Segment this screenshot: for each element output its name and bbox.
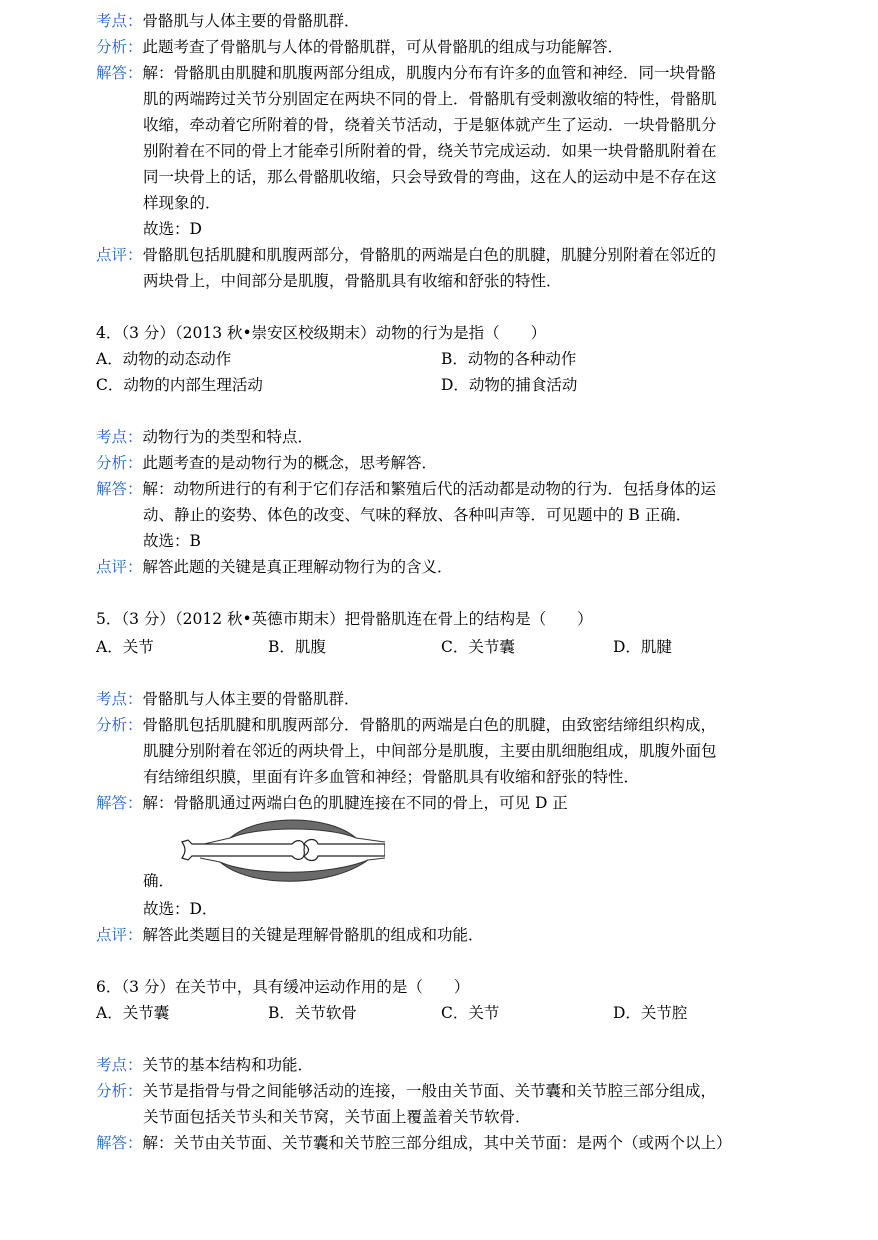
- left-bone: [182, 840, 304, 860]
- q6-option-d: D．关节腔: [613, 1004, 688, 1022]
- q5-answer: 故选：D．: [143, 900, 218, 918]
- q4-option-d: D．动物的捕食活动: [441, 376, 578, 394]
- q3-jieda: 解答：解：骨骼肌由肌腱和肌腹两部分组成，肌腹内分布有许多的血管和神经．同一块骨骼: [96, 64, 717, 82]
- jieda-label: 解答：: [96, 794, 143, 812]
- q3-jieda-line: 收缩，牵动着它所附着的骨，绕着关节活动，于是躯体就产生了运动．一块骨骼肌分: [143, 116, 717, 134]
- q6-fenxi: 分析：关节是指骨与骨之间能够活动的连接，一般由关节面、关节囊和关节腔三部分组成，: [96, 1082, 717, 1100]
- q5-option-d: D．肌腱: [613, 638, 672, 656]
- muscle-upper: [230, 820, 356, 838]
- tendon: [200, 858, 220, 862]
- q3-fenxi: 分析：此题考查了骨骼肌与人体的骨骼肌群，可从骨骼肌的组成与功能解答．: [96, 38, 624, 56]
- q4-stem: 4．（3 分）（2013 秋•崇安区校级期末）动物的行为是指（ ）: [96, 324, 547, 342]
- q4-answer: 故选：B: [143, 532, 201, 550]
- fenxi-label: 分析：: [96, 1082, 143, 1100]
- fenxi-label: 分析：: [96, 716, 143, 734]
- tendon: [204, 838, 230, 844]
- right-bone: [304, 840, 385, 861]
- q6-option-b: B．关节软骨: [268, 1004, 357, 1022]
- q3-dianping: 点评：骨骼肌包括肌腱和肌腹两部分，骨骼肌的两端是白色的肌腱，肌腱分别附着在邻近的: [96, 246, 717, 264]
- jieda-label: 解答：: [96, 64, 143, 82]
- tendon: [356, 838, 385, 842]
- q5-fenxi: 分析：骨骼肌包括肌腱和肌腹两部分．骨骼肌的两端是白色的肌腱，由致密结缔组织构成，: [96, 716, 717, 734]
- q4-dianping: 点评：解答此题的关键是真正理解动物行为的含义．: [96, 558, 453, 576]
- q6-kaodian: 考点：关节的基本结构和功能．: [96, 1056, 314, 1074]
- fenxi-label: 分析：: [96, 38, 143, 56]
- q3-jieda-line: 同一块骨上的话，那么骨骼肌收缩，只会导致骨的弯曲，这在人的运动中是不存在这: [143, 168, 717, 186]
- q3-jieda-line: 别附着在不同的骨上才能牵引所附着的骨，绕关节完成运动．如果一块骨骼肌附着在: [143, 142, 717, 160]
- kaodian-label: 考点：: [96, 1056, 143, 1074]
- q4-option-b: B．动物的各种动作: [441, 350, 577, 368]
- q4-kaodian: 考点：动物行为的类型和特点．: [96, 428, 314, 446]
- q5-option-b: B．肌腹: [268, 638, 326, 656]
- q5-option-a: A．关节: [96, 638, 154, 656]
- q6-option-a: A．关节囊: [96, 1004, 170, 1022]
- q4-jieda-line: 动、静止的姿势、体色的改变、气味的释放、各种叫声等．可见题中的 B 正确．: [143, 506, 692, 524]
- q4-fenxi: 分析：此题考查的是动物行为的概念，思考解答．: [96, 454, 438, 472]
- q3-kaodian: 考点：骨骼肌与人体主要的骨骼肌群．: [96, 12, 360, 30]
- dianping-label: 点评：: [96, 558, 143, 576]
- tendon: [368, 858, 385, 860]
- q5-jieda: 解答：解：骨骼肌通过两端白色的肌腱连接在不同的骨上，可见 D 正: [96, 794, 568, 812]
- q6-stem: 6．（3 分）在关节中，具有缓冲运动作用的是（ ）: [96, 978, 470, 996]
- jieda-label: 解答：: [96, 1134, 143, 1152]
- fenxi-label: 分析：: [96, 454, 143, 472]
- q6-option-c: C．关节: [441, 1004, 500, 1022]
- q4-jieda: 解答：解：动物所进行的有利于它们存活和繁殖后代的活动都是动物的行为．包括身体的运: [96, 480, 717, 498]
- kaodian-label: 考点：: [96, 12, 143, 30]
- q4-option-a: A．动物的动态动作: [96, 350, 232, 368]
- q5-jieda-line: 确．: [143, 872, 175, 890]
- q4-option-c: C．动物的内部生理活动: [96, 376, 263, 394]
- kaodian-label: 考点：: [96, 690, 143, 708]
- jieda-label: 解答：: [96, 480, 143, 498]
- q5-fenxi-line: 肌腱分别附着在邻近的两块骨上，中间部分是肌腹，主要由肌细胞组成，肌腹外面包: [143, 742, 717, 760]
- dianping-label: 点评：: [96, 926, 143, 944]
- q5-dianping: 点评：解答此类题目的关键是理解骨骼肌的组成和功能．: [96, 926, 484, 944]
- kaodian-label: 考点：: [96, 428, 143, 446]
- q3-dianping-line: 两块骨上，中间部分是肌腹，骨骼肌具有收缩和舒张的特性．: [143, 272, 562, 290]
- q5-stem: 5．（3 分）（2012 秋•英德市期末）把骨骼肌连在骨上的结构是（ ）: [96, 610, 593, 628]
- q5-kaodian: 考点：骨骼肌与人体主要的骨骼肌群．: [96, 690, 360, 708]
- q6-jieda: 解答：解：关节由关节面、关节囊和关节腔三部分组成，其中关节面：是两个（或两个以上）: [96, 1134, 732, 1152]
- dianping-label: 点评：: [96, 246, 143, 264]
- q3-jieda-line: 样现象的．: [143, 194, 221, 212]
- q6-fenxi-line: 关节面包括关节头和关节窝，关节面上覆盖着关节软骨．: [143, 1108, 531, 1126]
- q5-fenxi-line: 有结缔组织膜，里面有许多血管和神经；骨骼肌具有收缩和舒张的特性．: [143, 768, 640, 786]
- q5-option-c: C．关节囊: [441, 638, 515, 656]
- q3-answer: 故选：D: [143, 220, 202, 238]
- q3-jieda-line: 肌的两端跨过关节分别固定在两块不同的骨上．骨骼肌有受刺激收缩的特性，骨骼肌: [143, 90, 717, 108]
